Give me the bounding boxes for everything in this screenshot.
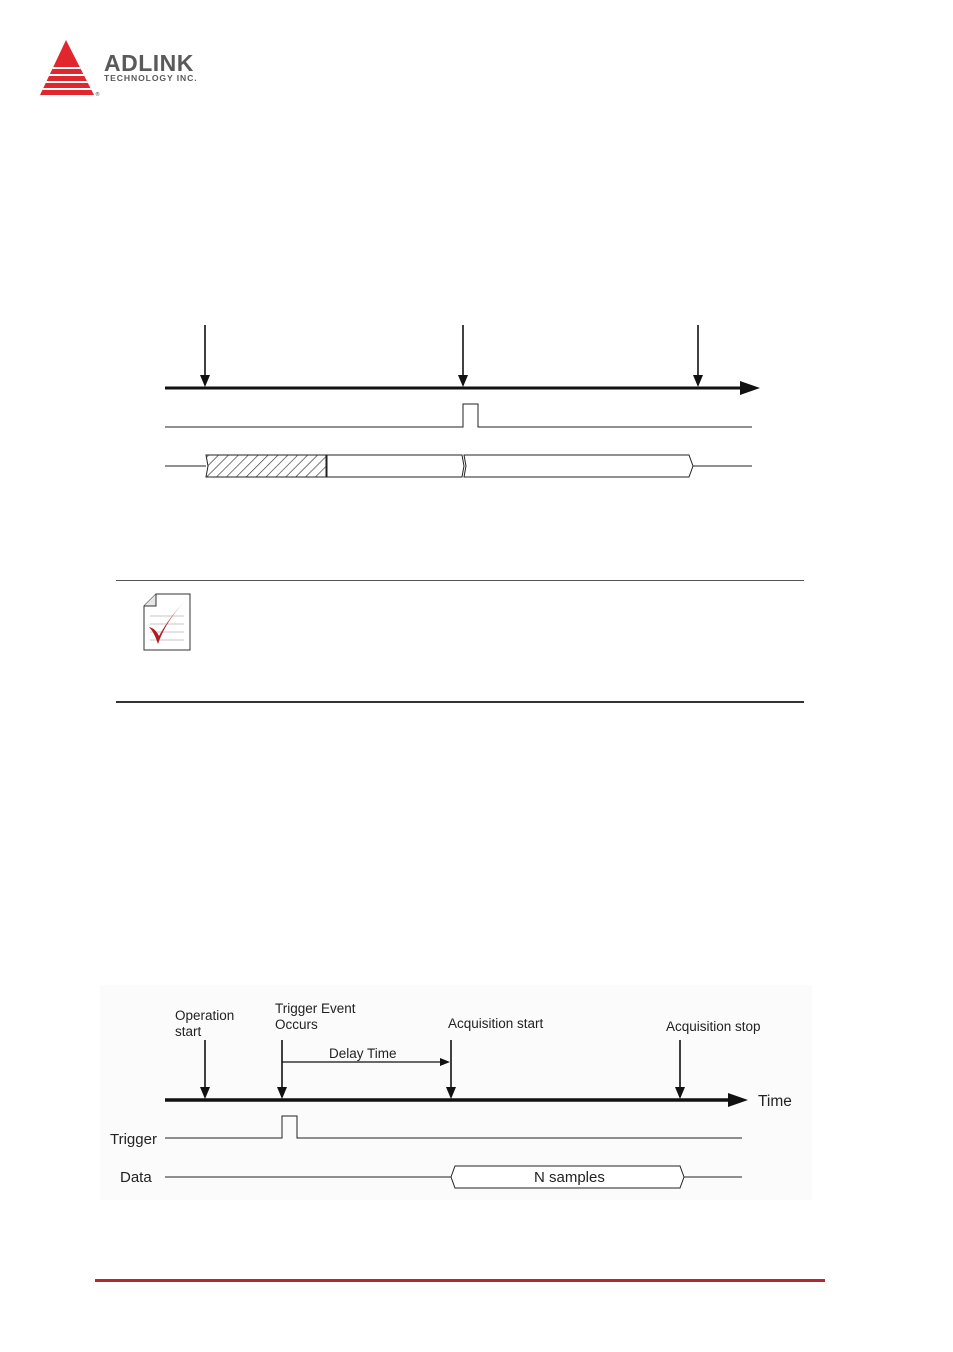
logo-subtitle: TECHNOLOGY INC. (104, 73, 198, 83)
registered-mark: ® (95, 92, 100, 98)
label-trigger-signal: Trigger (110, 1131, 157, 1148)
label-n-samples: N samples (534, 1169, 605, 1186)
marker-arrow-trigger (458, 325, 468, 387)
arrow-acquisition-stop (675, 1040, 685, 1099)
footer-rule (95, 1279, 825, 1282)
marker-arrow-start (200, 325, 210, 387)
logo-wordmark: ADLINK (104, 50, 194, 76)
arrow-acquisition-start (446, 1040, 456, 1099)
timing-diagram-delay-trigger (100, 985, 812, 1200)
note-rule-bottom (116, 701, 804, 703)
note-rule-top (116, 580, 804, 581)
label-trigger-event-line2: Occurs (275, 1017, 318, 1032)
data-waveform-labeled (165, 1166, 742, 1188)
label-operation-start-line2: start (175, 1024, 202, 1039)
time-axis-labeled (165, 1093, 748, 1107)
label-acquisition-stop: Acquisition stop (666, 1019, 761, 1034)
label-data-signal: Data (120, 1169, 152, 1186)
label-trigger-event-line1: Trigger Event (275, 1001, 356, 1016)
trigger-waveform-labeled (165, 1116, 742, 1138)
timing-diagram-unlabeled (0, 0, 953, 520)
trigger-waveform (165, 404, 752, 427)
marker-arrow-stop (693, 325, 703, 387)
label-time-axis: Time (758, 1093, 792, 1110)
data-waveform (165, 455, 752, 477)
data-segment-middle (327, 455, 464, 477)
label-delay-time: Delay Time (329, 1046, 397, 1061)
arrow-trigger-event (277, 1040, 287, 1099)
data-segment-right (464, 455, 693, 477)
pre-trigger-hatched-segment (206, 455, 326, 477)
arrow-operation-start (200, 1040, 210, 1099)
label-operation-start-line1: Operation (175, 1008, 235, 1023)
note-box (116, 580, 804, 702)
note-check-icon (142, 592, 192, 652)
label-acquisition-start: Acquisition start (448, 1016, 544, 1031)
